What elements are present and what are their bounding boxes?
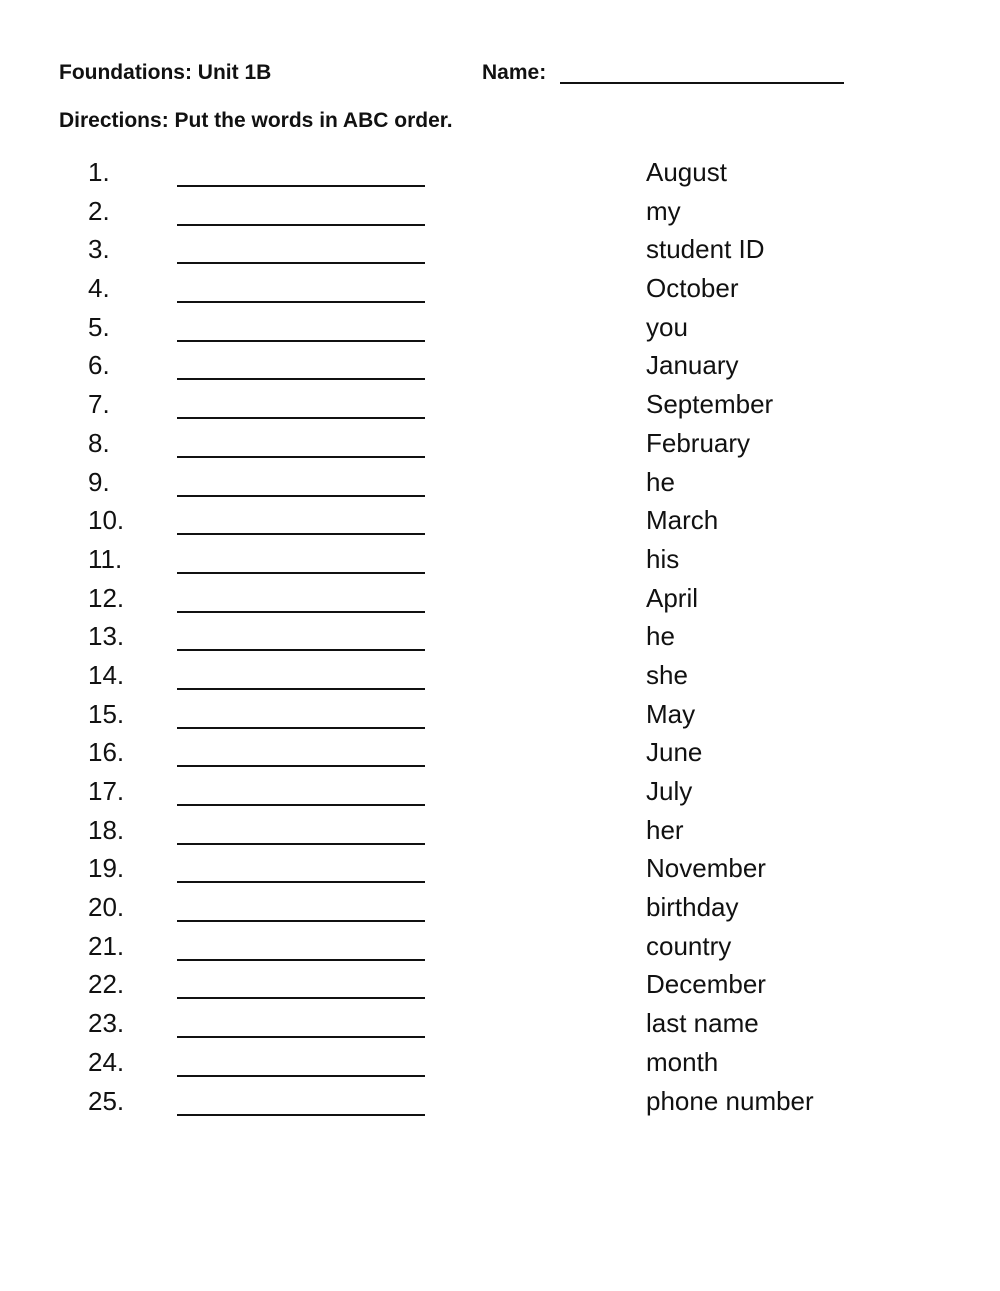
- list-item: [0, 426, 1000, 465]
- word-to-sort: July: [646, 776, 693, 806]
- list-item: [0, 967, 1000, 1006]
- list-item: [0, 232, 1000, 271]
- item-number: 9.: [88, 466, 110, 497]
- item-number: 15.: [88, 698, 125, 729]
- list-item: [0, 542, 1000, 581]
- word-to-sort: February: [646, 427, 751, 458]
- word-to-sort: phone number: [646, 1085, 814, 1116]
- item-number: 13.: [88, 621, 125, 652]
- word-to-sort: you: [646, 311, 688, 342]
- answer-blank-line[interactable]: [177, 378, 425, 380]
- list-item: [0, 581, 1000, 620]
- list-item: [0, 658, 1000, 697]
- list-item: [0, 1006, 1000, 1045]
- word-to-sort: December: [646, 969, 766, 1000]
- answer-blank-line[interactable]: [177, 1036, 425, 1038]
- answer-blank-line[interactable]: [177, 1114, 425, 1116]
- item-number: 2.: [88, 195, 110, 226]
- answer-blank-line[interactable]: [177, 1075, 425, 1077]
- word-to-sort: student ID: [646, 234, 765, 265]
- answer-blank-line[interactable]: [177, 262, 425, 264]
- list-item: [0, 310, 1000, 349]
- item-number: 24.: [88, 1046, 125, 1077]
- word-to-sort: October: [646, 273, 739, 304]
- word-to-sort: November: [646, 853, 766, 884]
- item-number: 19.: [88, 853, 125, 884]
- list-item: [0, 387, 1000, 426]
- item-number: 23.: [88, 1008, 125, 1039]
- word-to-sort: April: [646, 582, 699, 613]
- item-number: 25.: [88, 1085, 125, 1116]
- answer-blank-line[interactable]: [177, 224, 425, 226]
- answer-blank-line[interactable]: [177, 649, 425, 651]
- word-to-sort: March: [646, 505, 719, 536]
- item-number: 3.: [88, 234, 110, 265]
- list-item: [0, 1045, 1000, 1084]
- list-item: [0, 851, 1000, 890]
- answer-blank-line[interactable]: [177, 572, 425, 574]
- word-to-sort: her: [646, 814, 684, 845]
- list-item: [0, 813, 1000, 852]
- word-to-sort: my: [646, 195, 681, 226]
- list-item: [0, 503, 1000, 542]
- answer-blank-line[interactable]: [177, 843, 425, 845]
- word-to-sort: January: [646, 350, 739, 381]
- item-number: 7.: [88, 389, 110, 420]
- word-to-sort: last name: [646, 1008, 759, 1039]
- item-number: 12.: [88, 582, 125, 613]
- answer-blank-line[interactable]: [177, 340, 425, 342]
- list-item: [0, 774, 1000, 813]
- item-number: 1.: [88, 157, 110, 187]
- item-number: 11.: [88, 543, 123, 574]
- answer-blank-line[interactable]: [177, 533, 425, 535]
- word-to-sort: September: [646, 389, 774, 420]
- directions-text: Directions: Put the words in ABC order.: [59, 109, 453, 132]
- item-number: 6.: [88, 350, 110, 381]
- answer-blank-line[interactable]: [177, 185, 425, 187]
- item-number: 22.: [88, 969, 125, 1000]
- answer-blank-line[interactable]: [177, 417, 425, 419]
- list-item: [0, 697, 1000, 736]
- word-to-sort: she: [646, 659, 688, 690]
- list-item: [0, 155, 1000, 194]
- list-item: [0, 619, 1000, 658]
- answer-blank-line[interactable]: [177, 804, 425, 806]
- list-item: [0, 465, 1000, 504]
- answer-blank-line[interactable]: [177, 495, 425, 497]
- word-to-sort: country: [646, 930, 732, 961]
- list-item: [0, 271, 1000, 310]
- answer-blank-line[interactable]: [177, 920, 425, 922]
- worksheet-header: [0, 61, 1000, 89]
- answer-blank-line[interactable]: [177, 881, 425, 883]
- answer-blank-line[interactable]: [177, 611, 425, 613]
- list-item: [0, 735, 1000, 774]
- word-to-sort: he: [646, 466, 675, 497]
- word-to-sort: May: [646, 698, 696, 729]
- list-item: [0, 929, 1000, 968]
- item-number: 14.: [88, 659, 125, 690]
- answer-blank-line[interactable]: [177, 997, 425, 999]
- item-number: 21.: [88, 930, 125, 961]
- list-item: [0, 194, 1000, 233]
- item-number: 8.: [88, 427, 110, 458]
- name-blank-line[interactable]: [560, 82, 844, 84]
- answer-blank-line[interactable]: [177, 688, 425, 690]
- item-number: 4.: [88, 273, 110, 304]
- word-to-sort: June: [646, 737, 703, 768]
- word-to-sort: his: [646, 543, 680, 574]
- answer-blank-line[interactable]: [177, 727, 425, 729]
- item-number: 20.: [88, 892, 125, 923]
- item-number: 5.: [88, 311, 110, 342]
- item-number: 18.: [88, 814, 125, 845]
- name-label: Name:: [482, 61, 547, 84]
- answer-blank-line[interactable]: [177, 456, 425, 458]
- course-title: Foundations: Unit 1B: [59, 61, 272, 84]
- item-number: 16.: [88, 737, 125, 768]
- word-to-sort: month: [646, 1046, 719, 1077]
- answer-blank-line[interactable]: [177, 765, 425, 767]
- answer-blank-line[interactable]: [177, 301, 425, 303]
- word-to-sort: August: [646, 157, 727, 187]
- word-to-sort: birthday: [646, 892, 739, 923]
- word-list: [0, 155, 1000, 1122]
- answer-blank-line[interactable]: [177, 959, 425, 961]
- list-item: [0, 348, 1000, 387]
- list-item: [0, 1084, 1000, 1123]
- word-to-sort: he: [646, 621, 675, 652]
- item-number: 10.: [88, 505, 125, 536]
- item-number: 17.: [88, 776, 125, 806]
- list-item: [0, 890, 1000, 929]
